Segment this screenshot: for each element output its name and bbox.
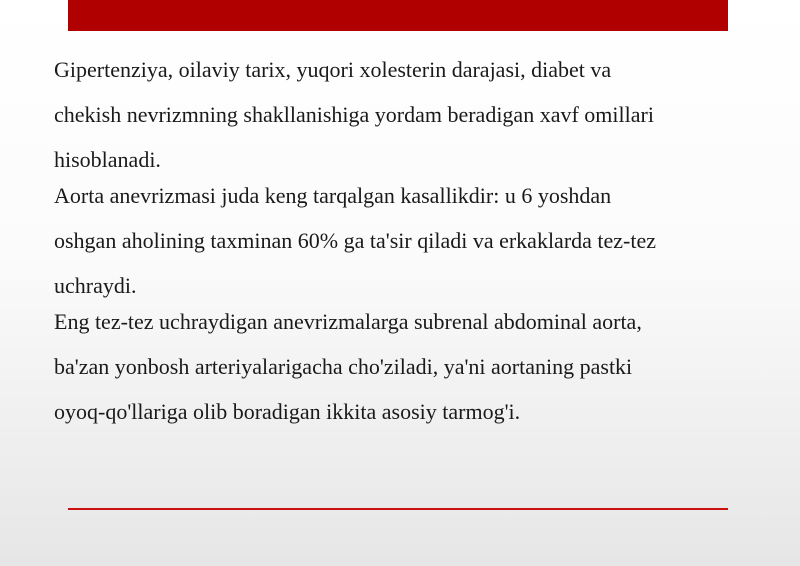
header-accent-bar bbox=[68, 0, 728, 31]
text-line: oyoq-qo'llariga olib boradigan ikkita asosiy tarmog'i. bbox=[54, 399, 521, 424]
text-line: uchraydi. bbox=[54, 273, 137, 298]
text-line: Eng tez-tez uchraydigan anevrizmalarga subrenal abdominal aorta, bbox=[54, 309, 642, 334]
text-line: hisoblanadi. bbox=[54, 147, 161, 172]
paragraph-prevalence bbox=[54, 176, 744, 298]
text-line: Gipertenziya, oilaviy tarix, yuqori xolesterin darajasi, diabet va bbox=[54, 57, 612, 82]
footer-divider bbox=[68, 508, 728, 510]
slide-body bbox=[54, 50, 744, 428]
text-line: chekish nevrizmning shakllanishiga yordam beradigan xavf omillari bbox=[54, 102, 654, 127]
paragraph-common-locations bbox=[54, 302, 744, 424]
paragraph-risk-factors bbox=[54, 50, 744, 172]
text-line: oshgan aholining taxminan 60% ga ta'sir qiladi va erkaklarda tez-tez bbox=[54, 228, 657, 253]
text-line: Aorta anevrizmasi juda keng tarqalgan kasallikdir: u 6 yoshdan bbox=[54, 183, 612, 208]
text-line: ba'zan yonbosh arteriyalarigacha cho'ziladi, ya'ni aortaning pastki bbox=[54, 354, 633, 379]
